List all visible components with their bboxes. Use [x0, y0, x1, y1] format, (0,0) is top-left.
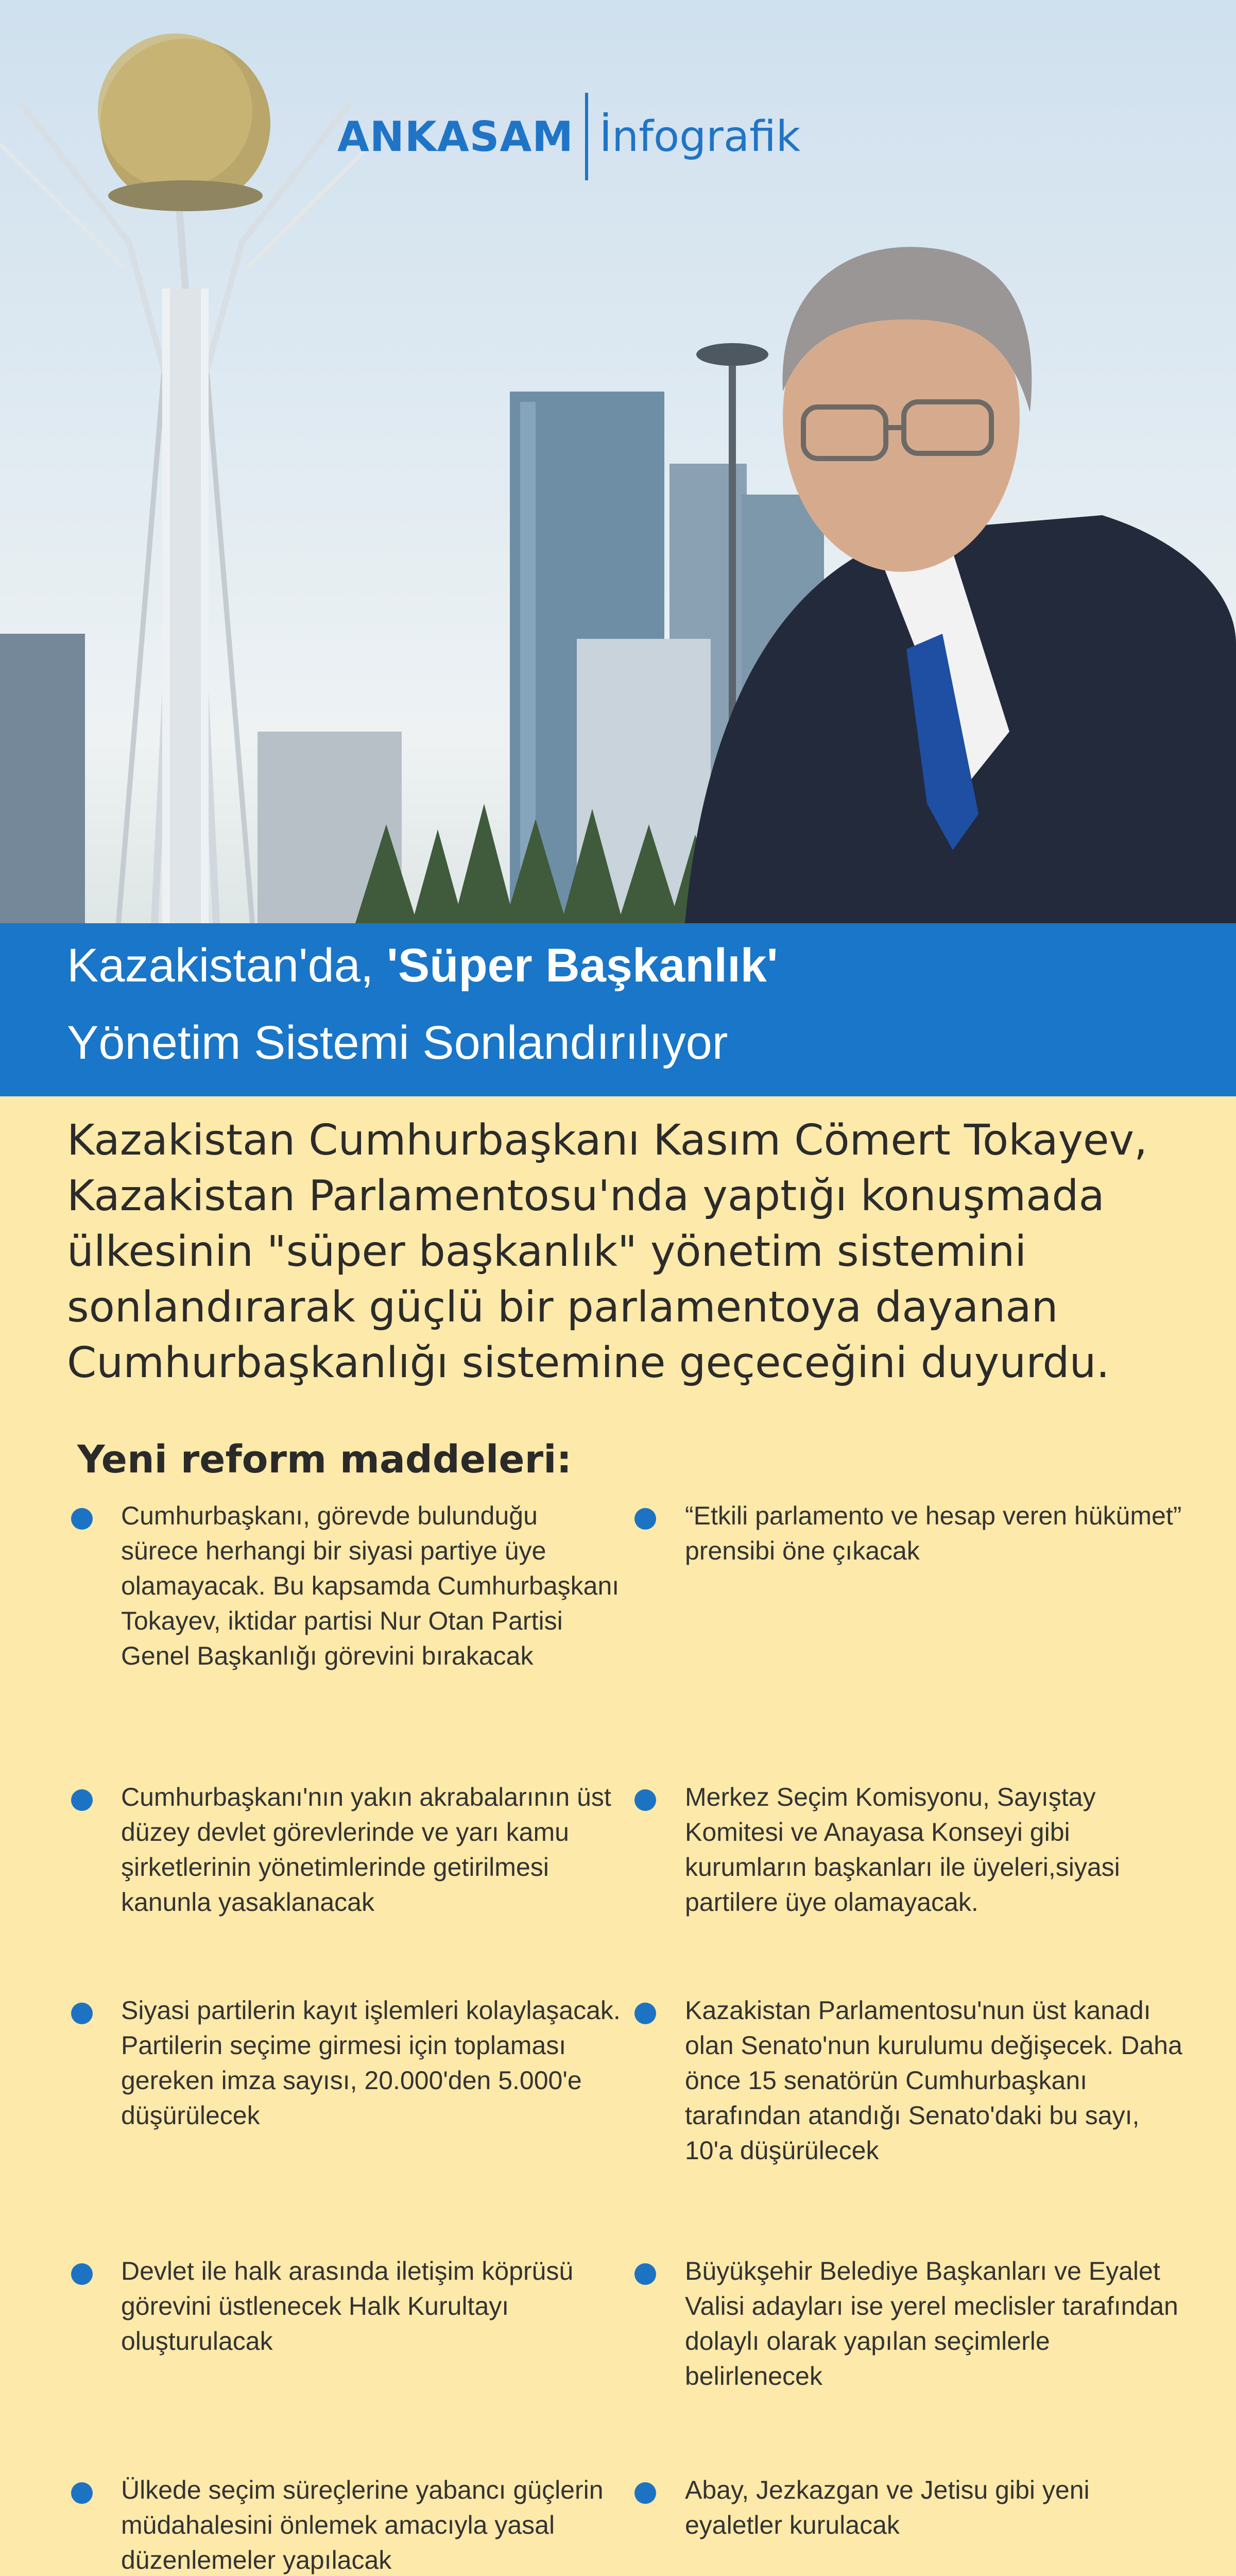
hero-photo — [0, 0, 1236, 923]
intro-paragraph: Kazakistan Cumhurbaşkanı Kasım Cömert Tokayev, Kazakistan Parlamentosu'nda yaptığı konuşmada ülkesinin "süper başkanlık" yönetim sistemini sonlandırarak güçlü bir parlamentoya dayanan Cumhurbaşkanlığı sistemine geçeceğini duyurdu. — [67, 1116, 1148, 1387]
reform-item: “Etkili parlamento ve hesap veren hükümet” prensibi öne çıkacak — [685, 1501, 1182, 1565]
title-prefix: Kazakistan'da, — [67, 939, 387, 992]
bullet-icon — [71, 2482, 93, 2504]
reform-item: Merkez Seçim Komisyonu, Sayıştay Komitesi ve Anayasa Konseyi gibi kurumların başkanları ile üyeleri,siyasi partilere üye olamayacak. — [685, 1783, 1120, 1917]
reform-item: Abay, Jezkazgan ve Jetisu gibi yeni eyaletler kurulacak — [685, 2476, 1090, 2539]
street-lamp — [696, 343, 768, 366]
bullet-icon — [71, 2003, 93, 2024]
bullet-icon — [634, 2003, 656, 2024]
brand-name: ANKASAM — [337, 112, 574, 161]
reform-item: Kazakistan Parlamentosu'nun üst kanadı olan Senato'nun kurulumu değişecek. Daha önce 15 senatörün Cumhurbaşkanı tarafından atandığı Senato'daki bu sayı, 10'a düşürülecek — [685, 1996, 1182, 2165]
building — [0, 634, 85, 923]
reform-item: Büyükşehir Belediye Başkanları ve Eyalet Valisi adayları ise yerel meclisler tarafından dolaylı olarak yapılan seçimlerle belirlenecek — [685, 2257, 1178, 2391]
brand-divider — [585, 93, 588, 180]
reform-item: Devlet ile halk arasında iletişim köprüsü görevini üstlenecek Halk Kurultayı oluşturulacak — [121, 2257, 574, 2355]
bullet-icon — [634, 1789, 656, 1811]
bullet-icon — [71, 1508, 93, 1530]
bullet-icon — [71, 1789, 93, 1811]
title-highlight: 'Süper Başkanlık' — [387, 939, 778, 992]
bullet-icon — [634, 2482, 656, 2504]
title-line-2: Yönetim Sistemi Sonlandırılıyor — [67, 1016, 728, 1069]
bullet-icon — [634, 2263, 656, 2285]
bullet-icon — [634, 1508, 656, 1530]
reform-item: Ülkede seçim süreçlerine yabancı güçlerin müdahalesini önlemek amacıyla yasal düzenlemeler yapılacak — [121, 2476, 604, 2574]
reform-item: Cumhurbaşkanı'nın yakın akrabalarının üst düzey devlet görevlerinde ve yarı kamu şirketlerinin yönetimlerinde getirilmesi kanunla yasaklanacak — [121, 1783, 611, 1917]
bullet-icon — [71, 2263, 93, 2285]
reform-item: Cumhurbaşkanı, görevde bulunduğu sürece herhangi bir siyasi partiye üye olamayacak. Bu kapsamda Cumhurbaşkanı Tokayev, iktidar partisi Nur Otan Partisi Genel Başkanlığı görevini bırakacak — [121, 1501, 620, 1670]
brand-subtitle: İnfografik — [599, 112, 801, 161]
brand-logo — [337, 93, 800, 180]
reforms-heading: Yeni reform maddeleri: — [77, 1437, 572, 1482]
title-line-1 — [67, 939, 778, 993]
reform-item: Siyasi partilerin kayıt işlemleri kolaylaşacak. Partilerin seçime girmesi için toplaması gereken imza sayısı, 20.000'den 5.000'e düşürülecek — [121, 1996, 621, 2130]
title-banner — [0, 923, 1236, 1096]
